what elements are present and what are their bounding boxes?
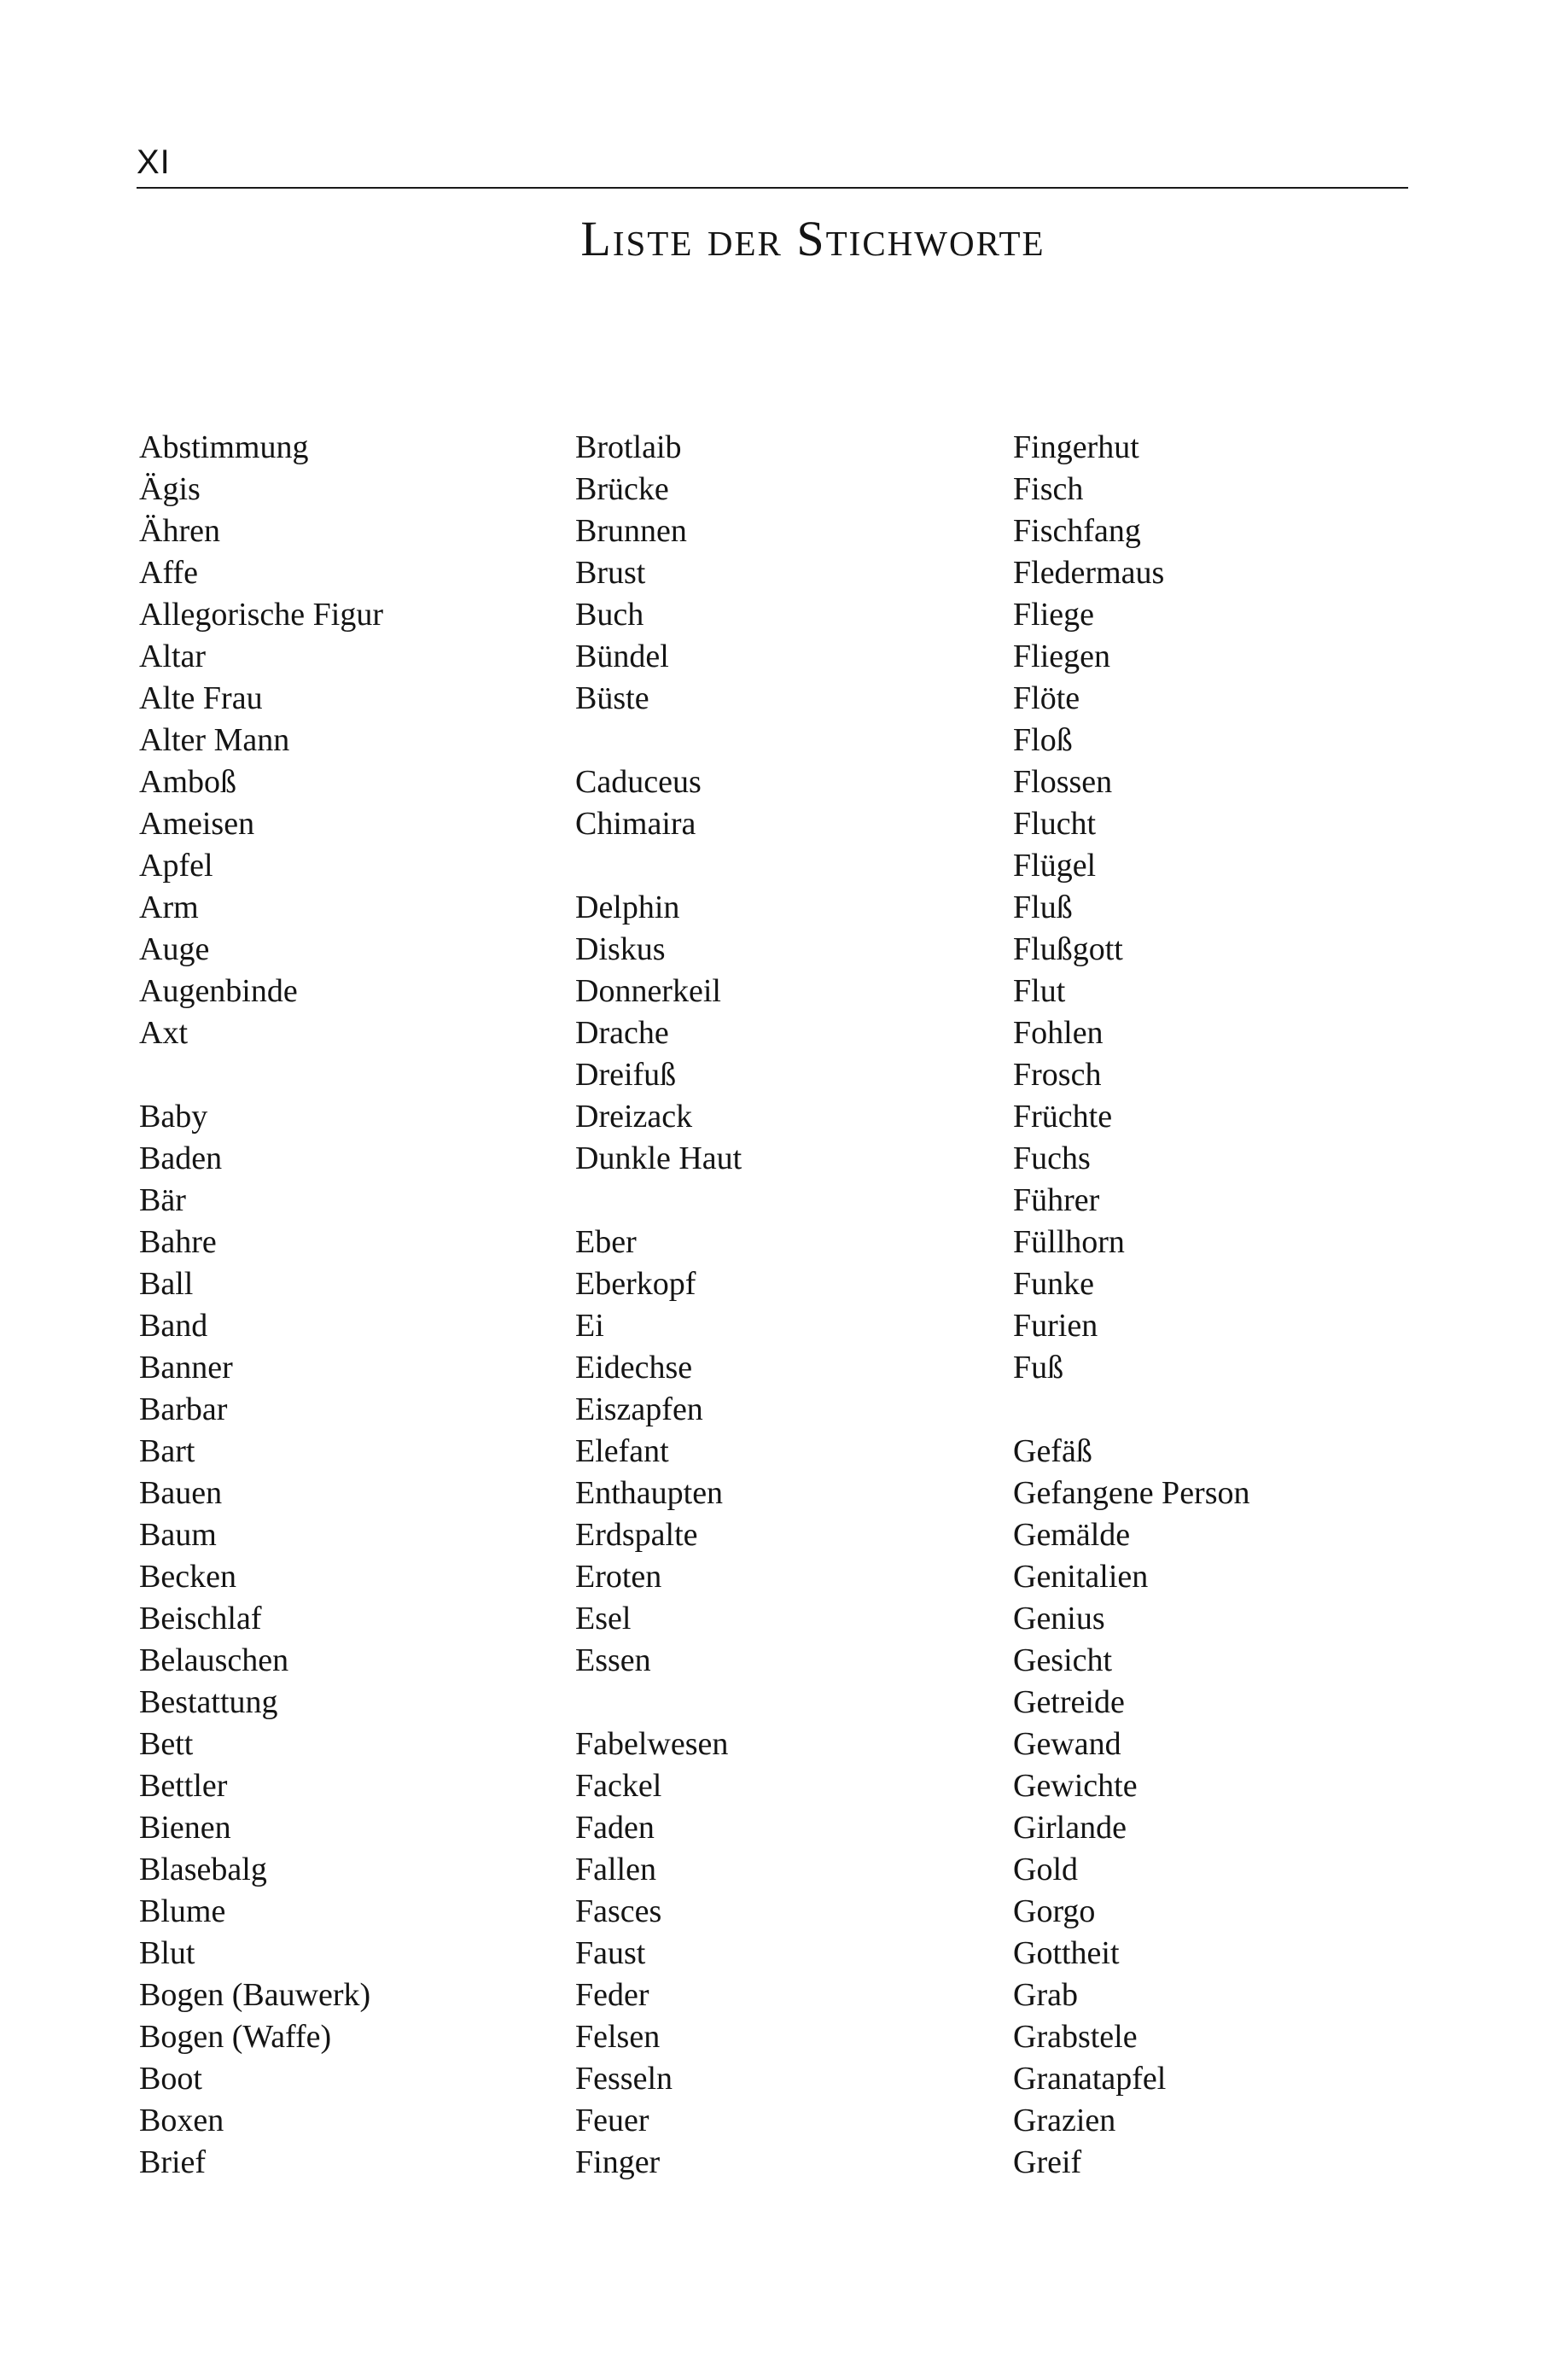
keyword-entry: Fisch: [1013, 471, 1084, 507]
keyword-entry: Gold: [1013, 1852, 1078, 1887]
keyword-entry: Gottheit: [1013, 1935, 1120, 1971]
keyword-entry: Baden: [139, 1140, 223, 1176]
keyword-entry: Finger: [575, 2144, 661, 2180]
keyword-entry: Dreizack: [575, 1099, 693, 1135]
keyword-entry: Eberkopf: [575, 1266, 696, 1302]
keyword-entry: Floß: [1013, 722, 1073, 758]
keyword-entry: Diskus: [575, 931, 666, 967]
keyword-entry: Ei: [575, 1308, 604, 1344]
keyword-entry: Ägis: [139, 471, 201, 507]
keyword-entry: Eroten: [575, 1559, 662, 1595]
keyword-entry: Genitalien: [1013, 1559, 1149, 1595]
keyword-entry: Bogen (Bauwerk): [139, 1977, 371, 2013]
keyword-entry: Blume: [139, 1893, 226, 1929]
keyword-entry: Grabstele: [1013, 2019, 1138, 2055]
section-gap: [139, 1054, 383, 1096]
keyword-entry: Brotlaib: [575, 429, 682, 465]
keyword-entry: Furien: [1013, 1308, 1098, 1344]
keyword-entry: Bogen (Waffe): [139, 2019, 332, 2055]
keyword-entry: Alte Frau: [139, 680, 263, 716]
keyword-entry: Auge: [139, 931, 210, 967]
keyword-entry: Allegorische Figur: [139, 597, 384, 633]
page-title: Liste der Stichworte: [580, 211, 1045, 266]
keyword-entry: Greif: [1013, 2144, 1082, 2180]
keyword-entry: Gefangene Person: [1013, 1475, 1250, 1511]
keyword-entry: Fesseln: [575, 2061, 673, 2097]
keyword-entry: Gewichte: [1013, 1768, 1138, 1804]
keyword-entry: Gorgo: [1013, 1893, 1096, 1929]
keyword-entry: Führer: [1013, 1182, 1100, 1218]
keyword-entry: Füllhorn: [1013, 1224, 1125, 1260]
keyword-entry: Abstimmung: [139, 429, 309, 465]
keyword-entry: Bettler: [139, 1768, 228, 1804]
keyword-entry: Dreifuß: [575, 1057, 677, 1093]
keyword-entry: Altar: [139, 639, 207, 674]
header-rule: [137, 187, 1408, 189]
keyword-entry: Blut: [139, 1935, 195, 1971]
keyword-entry: Fliegen: [1013, 639, 1110, 674]
keyword-entry: Essen: [575, 1642, 651, 1678]
keyword-entry: Brunnen: [575, 513, 687, 549]
keyword-entry: Banner: [139, 1350, 233, 1385]
keyword-entry: Flügel: [1013, 848, 1097, 884]
keyword-entry: Axt: [139, 1015, 188, 1051]
keyword-entry: Faust: [575, 1935, 646, 1971]
keyword-column-2: [575, 427, 742, 2184]
keyword-entry: Bestattung: [139, 1684, 278, 1720]
section-gap: [575, 720, 742, 761]
keyword-column-3: [1013, 427, 1250, 2184]
keyword-entry: Fuß: [1013, 1350, 1064, 1385]
keyword-entry: Blasebalg: [139, 1852, 267, 1887]
keyword-entry: Bienen: [139, 1810, 231, 1846]
keyword-entry: Affe: [139, 555, 198, 591]
keyword-entry: Belauschen: [139, 1642, 289, 1678]
keyword-entry: Fingerhut: [1013, 429, 1139, 465]
keyword-entry: Becken: [139, 1559, 236, 1595]
keyword-entry: Gemälde: [1013, 1517, 1131, 1553]
keyword-entry: Fackel: [575, 1768, 662, 1804]
keyword-entry: Grab: [1013, 1977, 1078, 2013]
page-number: XI: [137, 143, 171, 181]
keyword-entry: Granatapfel: [1013, 2061, 1167, 2097]
keyword-entry: Dunkle Haut: [575, 1140, 742, 1176]
keyword-entry: Apfel: [139, 848, 213, 884]
keyword-entry: Buch: [575, 597, 644, 633]
section-gap: [575, 845, 742, 887]
keyword-entry: Fledermaus: [1013, 555, 1165, 591]
keyword-entry: Boot: [139, 2061, 202, 2097]
keyword-entry: Band: [139, 1308, 208, 1344]
keyword-entry: Funke: [1013, 1266, 1094, 1302]
keyword-entry: Boxen: [139, 2103, 224, 2138]
keyword-entry: Barbar: [139, 1391, 228, 1427]
keyword-entry: Fuchs: [1013, 1140, 1091, 1176]
keyword-entry: Flöte: [1013, 680, 1080, 716]
keyword-entry: Alter Mann: [139, 722, 290, 758]
keyword-entry: Eidechse: [575, 1350, 693, 1385]
keyword-entry: Flossen: [1013, 764, 1113, 800]
section-gap: [1013, 1389, 1250, 1431]
keyword-entry: Caduceus: [575, 764, 702, 800]
keyword-entry: Fallen: [575, 1852, 656, 1887]
keyword-entry: Früchte: [1013, 1099, 1113, 1135]
keyword-entry: Ball: [139, 1266, 194, 1302]
keyword-entry: Fischfang: [1013, 513, 1141, 549]
keyword-entry: Arm: [139, 890, 199, 925]
keyword-entry: Ähren: [139, 513, 220, 549]
keyword-entry: Bart: [139, 1433, 195, 1469]
keyword-entry: Esel: [575, 1601, 632, 1636]
keyword-entry: Brust: [575, 555, 646, 591]
keyword-column-1: [139, 427, 383, 2184]
keyword-entry: Gefäß: [1013, 1433, 1092, 1469]
keyword-entry: Amboß: [139, 764, 236, 800]
keyword-entry: Bauen: [139, 1475, 223, 1511]
keyword-entry: Flußgott: [1013, 931, 1123, 967]
keyword-entry: Flucht: [1013, 806, 1097, 842]
keyword-entry: Baum: [139, 1517, 217, 1553]
keyword-entry: Delphin: [575, 890, 680, 925]
keyword-entry: Brücke: [575, 471, 669, 507]
section-gap: [575, 1682, 742, 1724]
section-gap: [575, 1180, 742, 1222]
keyword-entry: Getreide: [1013, 1684, 1125, 1720]
keyword-entry: Donnerkeil: [575, 973, 721, 1009]
keyword-entry: Enthaupten: [575, 1475, 724, 1511]
keyword-entry: Genius: [1013, 1601, 1105, 1636]
keyword-entry: Beischlaf: [139, 1601, 262, 1636]
keyword-entry: Bär: [139, 1182, 186, 1218]
keyword-entry: Augenbinde: [139, 973, 298, 1009]
keyword-entry: Ameisen: [139, 806, 255, 842]
keyword-entry: Bahre: [139, 1224, 217, 1260]
keyword-entry: Gesicht: [1013, 1642, 1113, 1678]
keyword-entry: Drache: [575, 1015, 669, 1051]
keyword-entry: Chimaira: [575, 806, 696, 842]
keyword-entry: Bündel: [575, 639, 669, 674]
keyword-entry: Eber: [575, 1224, 637, 1260]
keyword-entry: Faden: [575, 1810, 655, 1846]
keyword-entry: Baby: [139, 1099, 208, 1135]
keyword-entry: Fohlen: [1013, 1015, 1104, 1051]
keyword-entry: Brief: [139, 2144, 207, 2180]
keyword-entry: Flut: [1013, 973, 1066, 1009]
keyword-entry: Feder: [575, 1977, 649, 2013]
keyword-entry: Fabelwesen: [575, 1726, 729, 1762]
keyword-entry: Elefant: [575, 1433, 669, 1469]
keyword-entry: Gewand: [1013, 1726, 1121, 1762]
keyword-entry: Eiszapfen: [575, 1391, 703, 1427]
keyword-entry: Erdspalte: [575, 1517, 698, 1553]
keyword-entry: Girlande: [1013, 1810, 1127, 1846]
keyword-entry: Fluß: [1013, 890, 1073, 925]
keyword-entry: Felsen: [575, 2019, 661, 2055]
keyword-entry: Büste: [575, 680, 649, 716]
keyword-entry: Grazien: [1013, 2103, 1116, 2138]
keyword-entry: Feuer: [575, 2103, 649, 2138]
keyword-entry: Fasces: [575, 1893, 662, 1929]
keyword-entry: Fliege: [1013, 597, 1094, 633]
keyword-entry: Frosch: [1013, 1057, 1102, 1093]
keyword-entry: Bett: [139, 1726, 194, 1762]
